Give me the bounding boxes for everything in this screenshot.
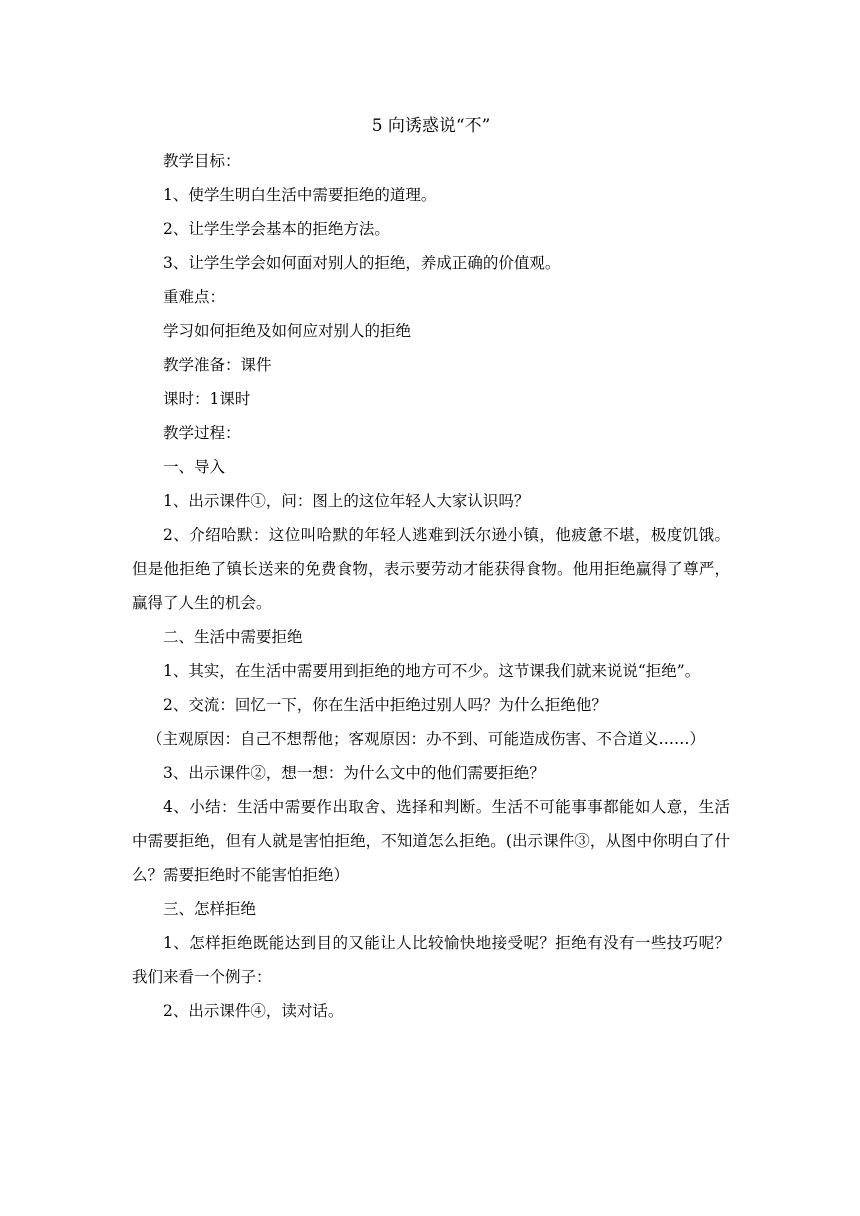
paragraph-objective-1: 1、使学生明白生活中需要拒绝的道理。 <box>163 186 437 204</box>
paragraph-objectives-heading: 教学目标： <box>163 152 241 170</box>
paragraph-intro-2: 2、介绍哈默：这位叫哈默的年轻人逃难到沃尔逊小镇，他疲惫不堪，极度饥饿。但是他拒绝了镇长送来的免费食物，表示要劳动才能获得食物。他用拒绝赢得了尊严，赢得了人生的机会。 <box>132 526 730 612</box>
paragraph-objective-2: 2、让学生学会基本的拒绝方法。 <box>163 220 390 238</box>
paragraph-key-points-heading: 重难点： <box>163 288 226 306</box>
document-page <box>132 108 730 1028</box>
paragraph-need-3: 3、出示课件②，想一想：为什么文中的他们需要拒绝？ <box>163 764 545 782</box>
section-heading-intro: 一、导入 <box>163 458 226 476</box>
paragraph-need-4: 4、小结：生活中需要作出取舍、选择和判断。生活不可能事事都能如人意，生活中需要拒绝，但有人就是害怕拒绝，不知道怎么拒绝。(出示课件③，从图中你明白了什么？需要拒绝时不能害怕拒绝） <box>132 798 730 884</box>
paragraph-need-1: 1、其实，在生活中需要用到拒绝的地方可不少。这节课我们就来说说“拒绝”。 <box>163 662 701 680</box>
paragraph-objective-3: 3、让学生学会如何面对别人的拒绝，养成正确的价值观。 <box>163 254 561 272</box>
paragraph-process-heading: 教学过程： <box>163 424 241 442</box>
section-heading-how-to-refuse: 三、怎样拒绝 <box>163 900 257 918</box>
paragraph-preparation: 教学准备：课件 <box>163 356 272 374</box>
document-title: 5 向诱惑说“不” <box>371 116 491 136</box>
paragraph-class-hours: 课时：1课时 <box>163 390 251 408</box>
paragraph-need-reasons: （主观原因：自己不想帮他；客观原因：办不到、可能造成伤害、不合道义……） <box>147 730 706 748</box>
paragraph-key-points: 学习如何拒绝及如何应对别人的拒绝 <box>163 322 412 340</box>
section-heading-need-refusal: 二、生活中需要拒绝 <box>163 628 303 646</box>
paragraph-how-1: 1、怎样拒绝既能达到目的又能让人比较愉快地接受呢？拒绝有没有一些技巧呢？我们来看一个例子： <box>132 934 730 986</box>
paragraph-need-2: 2、交流：回忆一下，你在生活中拒绝过别人吗？为什么拒绝他？ <box>163 696 607 714</box>
paragraph-intro-1: 1、出示课件①，问：图上的这位年轻人大家认识吗？ <box>163 492 530 510</box>
paragraph-how-2: 2、出示课件④，读对话。 <box>163 1002 344 1020</box>
